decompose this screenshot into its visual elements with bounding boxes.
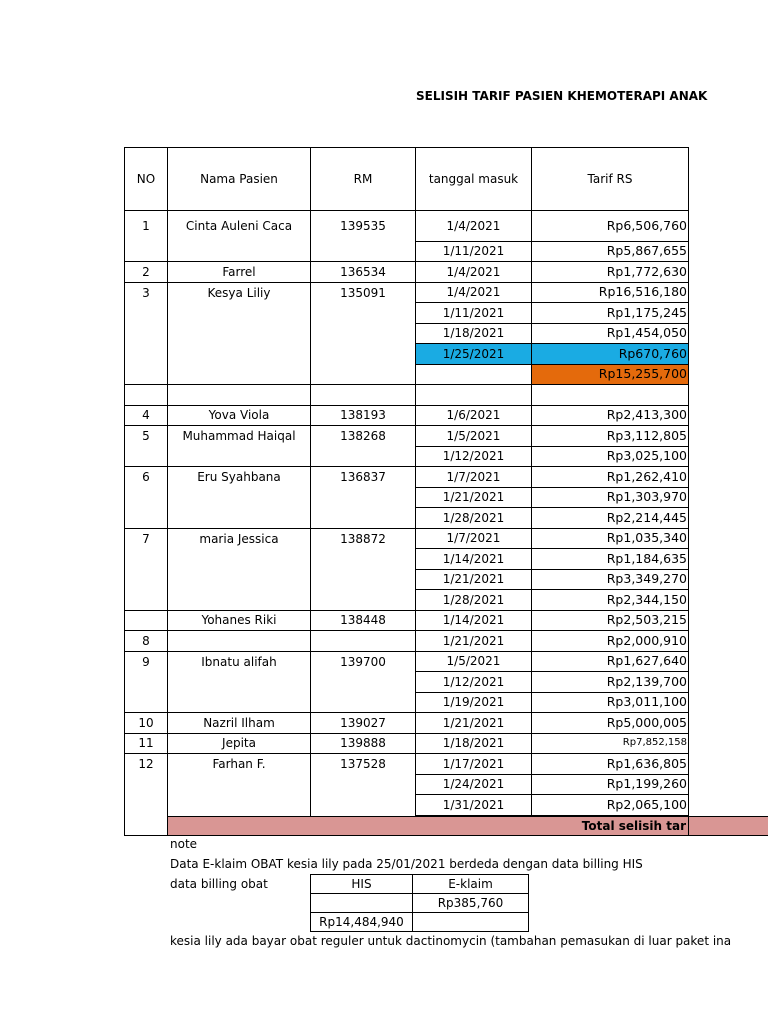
row-rm — [311, 569, 416, 590]
row-tanggal: 1/31/2021 — [416, 795, 532, 816]
billing-row — [311, 894, 529, 913]
row-no — [125, 774, 168, 795]
total-bar — [167, 816, 768, 836]
row-tarif: Rp1,303,970 — [532, 487, 689, 508]
row-tanggal: 1/17/2021 — [416, 754, 532, 775]
header-rm: RM — [311, 148, 416, 211]
patient-table — [124, 147, 689, 836]
table-row — [125, 569, 689, 590]
row-tarif: Rp1,175,245 — [532, 303, 689, 324]
row-tarif: Rp3,349,270 — [532, 569, 689, 590]
row-no — [125, 795, 168, 816]
row-nama: Yohanes Riki — [168, 610, 311, 631]
table-row — [125, 426, 689, 447]
row-tarif: Rp670,760 — [532, 344, 689, 365]
row-no: 10 — [125, 713, 168, 734]
row-tarif: Rp6,506,760 — [532, 211, 689, 242]
row-rm: 139700 — [311, 651, 416, 672]
row-nama — [168, 569, 311, 590]
row-nama — [168, 672, 311, 693]
row-rm — [311, 303, 416, 324]
row-rm: 137528 — [311, 754, 416, 775]
row-tanggal: 1/28/2021 — [416, 590, 532, 611]
row-no — [125, 692, 168, 713]
billing-his-value: Rp14,484,940 — [311, 913, 413, 932]
row-no — [125, 487, 168, 508]
row-tarif: Rp1,772,630 — [532, 262, 689, 283]
row-tarif: Rp3,011,100 — [532, 692, 689, 713]
row-nama — [168, 241, 311, 262]
row-no — [125, 364, 168, 385]
table-row — [125, 303, 689, 324]
table-row — [125, 713, 689, 734]
row-tarif: Rp5,000,005 — [532, 713, 689, 734]
row-nama — [168, 487, 311, 508]
row-tarif: Rp1,199,260 — [532, 774, 689, 795]
table-row — [125, 631, 689, 652]
row-rm — [311, 692, 416, 713]
row-tanggal: 1/5/2021 — [416, 651, 532, 672]
row-rm — [311, 590, 416, 611]
table-row — [125, 672, 689, 693]
row-no: 8 — [125, 631, 168, 652]
row-rm — [311, 344, 416, 365]
row-rm: 135091 — [311, 282, 416, 303]
table-row — [125, 241, 689, 262]
billing-eklaim-header: E-klaim — [413, 875, 529, 894]
row-tarif: Rp2,000,910 — [532, 631, 689, 652]
table-row — [125, 262, 689, 283]
row-rm — [311, 323, 416, 344]
row-no — [125, 344, 168, 365]
row-tarif: Rp1,035,340 — [532, 528, 689, 549]
row-tanggal: 1/25/2021 — [416, 344, 532, 365]
row-no — [125, 323, 168, 344]
row-tanggal: 1/11/2021 — [416, 303, 532, 324]
row-nama — [168, 364, 311, 385]
row-rm — [311, 364, 416, 385]
row-tarif: Rp7,852,158 — [532, 733, 689, 754]
row-tanggal: 1/7/2021 — [416, 467, 532, 488]
header-tarif: Tarif RS — [532, 148, 689, 211]
row-rm: 138268 — [311, 426, 416, 447]
row-tanggal: 1/4/2021 — [416, 262, 532, 283]
row-no: 9 — [125, 651, 168, 672]
row-no: 3 — [125, 282, 168, 303]
row-tanggal — [416, 364, 532, 385]
row-no — [125, 385, 168, 406]
billing-label: data billing obat — [170, 877, 268, 891]
row-tanggal: 1/6/2021 — [416, 405, 532, 426]
table-row — [125, 508, 689, 529]
row-tarif: Rp1,184,635 — [532, 549, 689, 570]
row-rm — [311, 487, 416, 508]
row-rm — [311, 795, 416, 816]
row-nama: Yova Viola — [168, 405, 311, 426]
row-nama — [168, 774, 311, 795]
row-rm: 136534 — [311, 262, 416, 283]
table-row — [125, 487, 689, 508]
footer-text: kesia lily ada bayar obat reguler untuk dactinomycin (tambahan pemasukan di luar paket ina — [170, 934, 732, 948]
table-row — [125, 692, 689, 713]
row-tanggal: 1/12/2021 — [416, 672, 532, 693]
row-nama — [168, 508, 311, 529]
row-rm — [311, 446, 416, 467]
table-row — [125, 405, 689, 426]
row-nama — [168, 692, 311, 713]
table-row — [125, 467, 689, 488]
row-tanggal: 1/7/2021 — [416, 528, 532, 549]
row-tanggal: 1/21/2021 — [416, 713, 532, 734]
table-row — [125, 651, 689, 672]
table-row — [125, 795, 689, 816]
row-nama: Jepita — [168, 733, 311, 754]
row-tarif: Rp16,516,180 — [532, 282, 689, 303]
row-tarif: Rp2,065,100 — [532, 795, 689, 816]
row-tarif: Rp3,112,805 — [532, 426, 689, 447]
billing-his-empty — [311, 894, 413, 913]
table-row — [125, 754, 689, 775]
row-tarif: Rp1,636,805 — [532, 754, 689, 775]
row-nama — [168, 590, 311, 611]
row-tarif: Rp2,413,300 — [532, 405, 689, 426]
row-tanggal: 1/5/2021 — [416, 426, 532, 447]
row-nama: Farhan F. — [168, 754, 311, 775]
row-rm — [311, 241, 416, 262]
row-tarif: Rp3,025,100 — [532, 446, 689, 467]
row-rm: 139027 — [311, 713, 416, 734]
row-nama — [168, 631, 311, 652]
row-tanggal: 1/24/2021 — [416, 774, 532, 795]
row-no — [125, 590, 168, 611]
row-tarif: Rp2,139,700 — [532, 672, 689, 693]
table-header-row — [125, 148, 689, 211]
row-no: 11 — [125, 733, 168, 754]
row-tarif: Rp2,344,150 — [532, 590, 689, 611]
row-tanggal: 1/21/2021 — [416, 487, 532, 508]
table-row — [125, 610, 689, 631]
row-rm: 138872 — [311, 528, 416, 549]
row-rm — [311, 631, 416, 652]
row-nama: Nazril Ilham — [168, 713, 311, 734]
row-tanggal: 1/14/2021 — [416, 610, 532, 631]
row-no — [125, 815, 168, 836]
row-tarif: Rp2,503,215 — [532, 610, 689, 631]
row-rm: 139535 — [311, 211, 416, 242]
row-tanggal: 1/18/2021 — [416, 733, 532, 754]
billing-eklaim-empty — [413, 913, 529, 932]
row-nama: maria Jessica — [168, 528, 311, 549]
table-row — [125, 323, 689, 344]
row-no — [125, 569, 168, 590]
row-rm: 138193 — [311, 405, 416, 426]
page-title: SELISIH TARIF PASIEN KHEMOTERAPI ANAK — [416, 89, 708, 103]
row-tanggal: 1/14/2021 — [416, 549, 532, 570]
row-nama — [168, 344, 311, 365]
row-nama: Ibnatu alifah — [168, 651, 311, 672]
row-tarif: Rp5,867,655 — [532, 241, 689, 262]
row-rm: 138448 — [311, 610, 416, 631]
row-nama — [168, 446, 311, 467]
row-tarif: Rp15,255,700 — [532, 364, 689, 385]
table-row — [125, 211, 689, 242]
row-nama — [168, 549, 311, 570]
table-row — [125, 282, 689, 303]
row-rm — [311, 385, 416, 406]
row-no: 12 — [125, 754, 168, 775]
row-nama: Kesya Liliy — [168, 282, 311, 303]
note-label: note — [170, 837, 198, 851]
table-row — [125, 590, 689, 611]
row-rm — [311, 549, 416, 570]
row-nama — [168, 385, 311, 406]
row-no — [125, 672, 168, 693]
billing-table — [310, 874, 529, 932]
table-row — [125, 549, 689, 570]
row-tanggal: 1/4/2021 — [416, 211, 532, 242]
table-row — [125, 774, 689, 795]
row-no — [125, 508, 168, 529]
row-tanggal: 1/21/2021 — [416, 569, 532, 590]
row-no — [125, 610, 168, 631]
row-no — [125, 303, 168, 324]
row-tarif — [532, 385, 689, 406]
row-no — [125, 446, 168, 467]
row-tarif: Rp2,214,445 — [532, 508, 689, 529]
row-nama — [168, 795, 311, 816]
row-rm — [311, 508, 416, 529]
billing-row — [311, 913, 529, 932]
row-tanggal: 1/28/2021 — [416, 508, 532, 529]
row-rm: 136837 — [311, 467, 416, 488]
row-tanggal: 1/21/2021 — [416, 631, 532, 652]
header-tanggal: tanggal masuk — [416, 148, 532, 211]
row-no — [125, 241, 168, 262]
row-no: 1 — [125, 211, 168, 242]
row-tarif: Rp1,454,050 — [532, 323, 689, 344]
table-row — [125, 364, 689, 385]
row-nama: Muhammad Haiqal — [168, 426, 311, 447]
row-tanggal: 1/19/2021 — [416, 692, 532, 713]
row-tanggal — [416, 385, 532, 406]
row-rm: 139888 — [311, 733, 416, 754]
table-row — [125, 344, 689, 365]
table-row — [125, 446, 689, 467]
table-row — [125, 733, 689, 754]
row-tanggal: 1/4/2021 — [416, 282, 532, 303]
header-nama: Nama Pasien — [168, 148, 311, 211]
header-no: NO — [125, 148, 168, 211]
row-no: 4 — [125, 405, 168, 426]
note-text: Data E-klaim OBAT kesia lily pada 25/01/2021 berdeda dengan data billing HIS — [170, 857, 643, 871]
table-row — [125, 528, 689, 549]
row-tarif: Rp1,262,410 — [532, 467, 689, 488]
billing-header-row — [311, 875, 529, 894]
row-nama: Eru Syahbana — [168, 467, 311, 488]
row-rm — [311, 672, 416, 693]
row-nama — [168, 323, 311, 344]
billing-eklaim-value: Rp385,760 — [413, 894, 529, 913]
row-tanggal: 1/11/2021 — [416, 241, 532, 262]
row-nama: Cinta Auleni Caca — [168, 211, 311, 242]
row-tanggal: 1/18/2021 — [416, 323, 532, 344]
row-no: 2 — [125, 262, 168, 283]
billing-his-header: HIS — [311, 875, 413, 894]
row-nama — [168, 303, 311, 324]
row-no: 6 — [125, 467, 168, 488]
table-row — [125, 385, 689, 406]
row-no: 5 — [125, 426, 168, 447]
total-label: Total selisih tar — [168, 817, 689, 835]
row-no: 7 — [125, 528, 168, 549]
row-tanggal: 1/12/2021 — [416, 446, 532, 467]
row-no — [125, 549, 168, 570]
row-tarif: Rp1,627,640 — [532, 651, 689, 672]
row-rm — [311, 774, 416, 795]
row-nama: Farrel — [168, 262, 311, 283]
